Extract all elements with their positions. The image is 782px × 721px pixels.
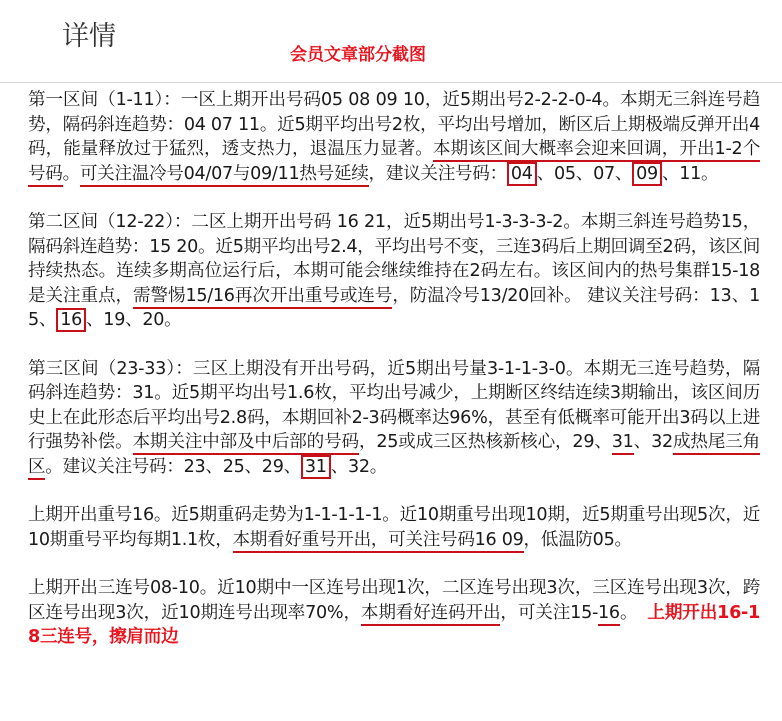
- screenshot-banner: 会员文章部分截图: [290, 45, 426, 65]
- text-segment: 上期开出三连号08-10。近10期中一区连号出现1次，二区连号出现3次，三区连号出现3次，跨区连号出现3次，近10期连号出现率70%，: [28, 578, 760, 623]
- red-annotation: 上期开出16-18三连号，擦肩而边: [28, 602, 760, 647]
- text-segment: 第三区间（23-33）：三区上期没有开出号码，近5期出号量3-1-1-3-0。本期无三连号趋势，隔码斜连趋势：31。近5期平均出号1.6枚，平均出号减少，上期断区终结连续3期输出，该区间历史上在此形态后平均出号2.8码，本期回补2-3码概率达96%，甚至有低概率可能开出3码以上进行强势补偿。: [28, 358, 760, 452]
- consecutive-number-paragraph: [28, 576, 760, 650]
- underlined-highlight: 本期该区间大概率会迎来回调，开出1-2个号码: [28, 139, 760, 187]
- text-segment: 、05、07、: [536, 163, 633, 184]
- page-title: 详情: [62, 21, 116, 52]
- boxed-number: 16: [56, 308, 86, 332]
- text-segment: 上期开出重号16。近5期重码走势为1-1-1-1-1。近10期重号出现10期，近5期重号出现5次，近10期重号平均每期1.1枚，: [28, 505, 760, 550]
- boxed-number: 04: [507, 162, 537, 186]
- app-header: [0, 0, 782, 83]
- text-segment: ，可关注15-: [500, 602, 599, 623]
- text-segment: 第一区间（1-11）：一区上期开出号码05 08 09 10，近5期出号2-2-2-0-4。本期无三斜连号趋势，隔码斜连趋势：04 07 11。近5期平均出号2枚，平均出号增加，断区后上期极端反弹开出4码，能量释放过于猛烈，透支热力，退温压力显著。: [28, 90, 760, 159]
- text-segment: ，建议关注号码：: [368, 163, 507, 184]
- underlined-highlight: 16: [598, 603, 620, 626]
- zone1-paragraph: [28, 88, 760, 186]
- text-segment: 、11。: [661, 163, 719, 184]
- zone3-paragraph: [28, 357, 760, 480]
- text-segment: 。: [619, 602, 638, 623]
- text-segment: ，25或成三区热核新核心，29、: [358, 432, 612, 452]
- zone2-paragraph: [28, 210, 760, 333]
- text-segment: 。建议关注号码：23、25、29、: [45, 456, 301, 477]
- text-segment: ，防温冷号13/20回补。 建议关注号码：13、15、: [28, 285, 760, 330]
- underlined-highlight: 需警惕15/16再次开出重号或连号: [133, 286, 392, 309]
- underlined-highlight: 本期看好连码开出: [361, 603, 501, 626]
- text-segment: 、32。: [330, 456, 388, 477]
- article-content: [28, 88, 760, 674]
- text-segment: 、32: [633, 432, 673, 452]
- text-segment: ，低温防05。: [523, 529, 632, 550]
- underlined-highlight: 31: [612, 432, 634, 455]
- repeat-number-paragraph: [28, 503, 760, 552]
- underlined-highlight: 成热尾三角区: [28, 432, 760, 480]
- text-segment: 、19、20。: [86, 310, 182, 330]
- boxed-number: 09: [632, 162, 662, 186]
- underlined-highlight: 本期关注中部及中后部的号码: [133, 432, 359, 455]
- boxed-number: 31: [301, 455, 331, 479]
- underlined-highlight: 本期看好重号开出，可关注号码16 09: [233, 530, 524, 553]
- underlined-highlight: 可关注温冷号04/07与09/11热号延续: [80, 164, 369, 187]
- text-segment: 。: [62, 163, 80, 184]
- text-segment: 第二区间（12-22）：二区上期开出号码 16 21，近5期出号1-3-3-3-2。本期三斜连号趋势15，隔码斜连趋势：15 20。近5期平均出号2.4，平均出号不变，三连3码后上期回调至2码，该区间持续热态。连续多期高位运行后，本期可能会继续维持在2码左右。该区间内的热号集群15-18是关注重点，: [28, 212, 760, 306]
